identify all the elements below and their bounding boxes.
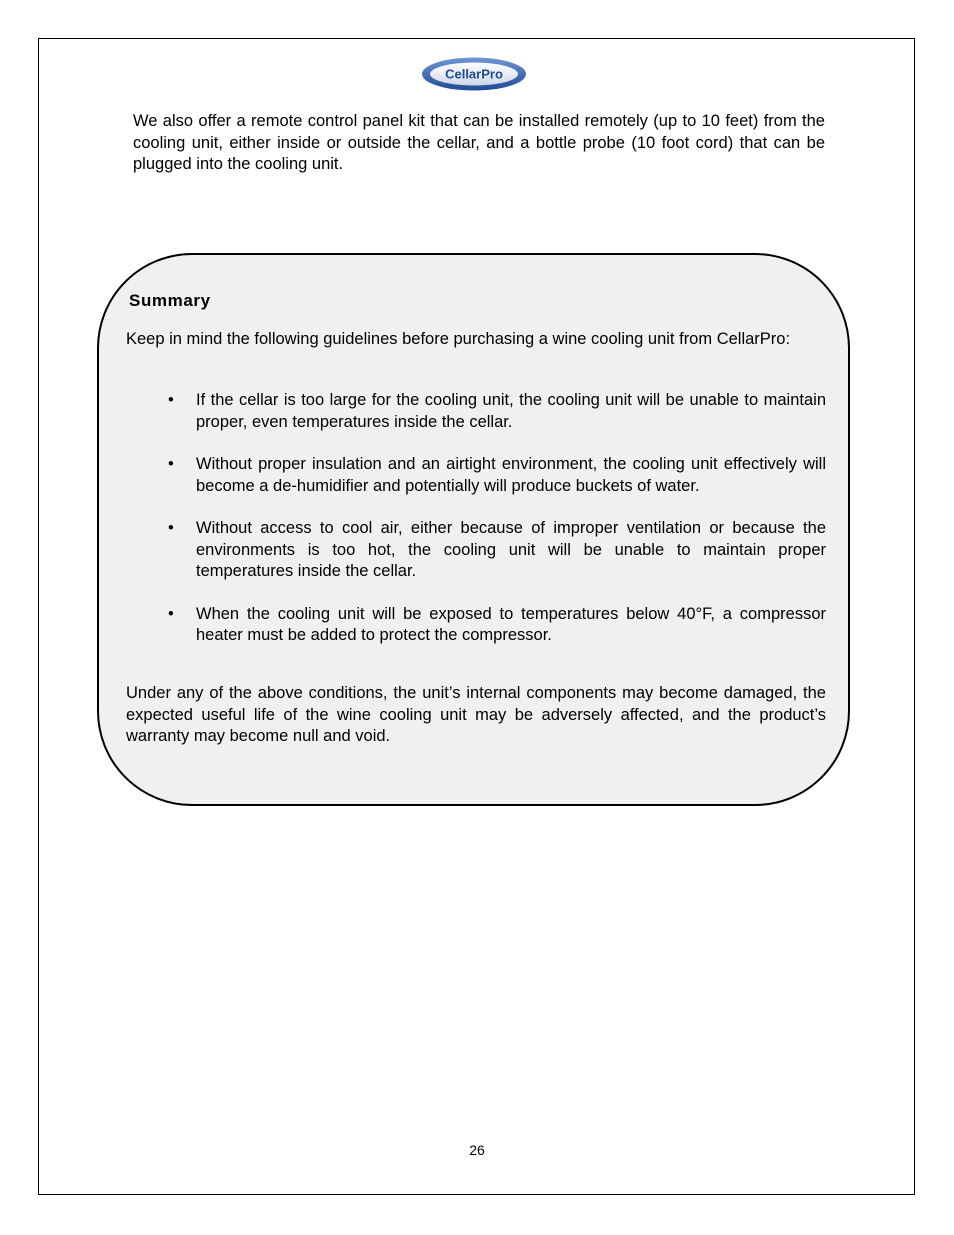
summary-closing: Under any of the above conditions, the unit’s internal components may become damaged, the expected useful life of the wine cooling unit may be adversely affected, and the product’s warranty may become null and void. [126,684,826,745]
bullet-item [126,454,826,497]
bullet-item [126,604,826,647]
bullet-text: If the cellar is too large for the cooling unit, the cooling unit will be unable to maintain proper, even temperatures inside the cellar. [196,391,826,431]
bullet-icon: • [168,604,174,623]
intro-paragraph: We also offer a remote control panel kit that can be installed remotely (up to 10 feet) from the cooling unit, either inside or outside the cellar, and a bottle probe (10 foot cord) that can be plugged into the cooling unit. [133,112,825,173]
bullet-item [126,390,826,433]
bullet-icon: • [168,519,174,537]
bullet-item [126,518,826,583]
page-number: 26 [469,1142,485,1158]
summary-lead: Keep in mind the following guidelines before purchasing a wine cooling unit from CellarPro: [126,330,791,348]
bullet-icon: • [168,455,174,473]
summary-title: Summary [129,291,211,310]
logo-text: CellarPro [445,66,503,82]
cellarpro-logo [421,56,527,92]
bullet-icon: • [168,391,174,409]
bullet-text: Without access to cool air, either because of improper ventilation or because the environments is too hot, the cooling unit will be unable to maintain proper temperatures inside the cellar. [196,519,826,580]
bullet-text: Without proper insulation and an airtight environment, the cooling unit effectively will become a de-humidifier and potentially will produce buckets of water. [196,455,826,495]
bullet-text: When the cooling unit will be exposed to temperatures below 40°F, a compressor heater must be added to protect the compressor. [196,604,826,644]
summary-bullet-list [126,390,826,668]
